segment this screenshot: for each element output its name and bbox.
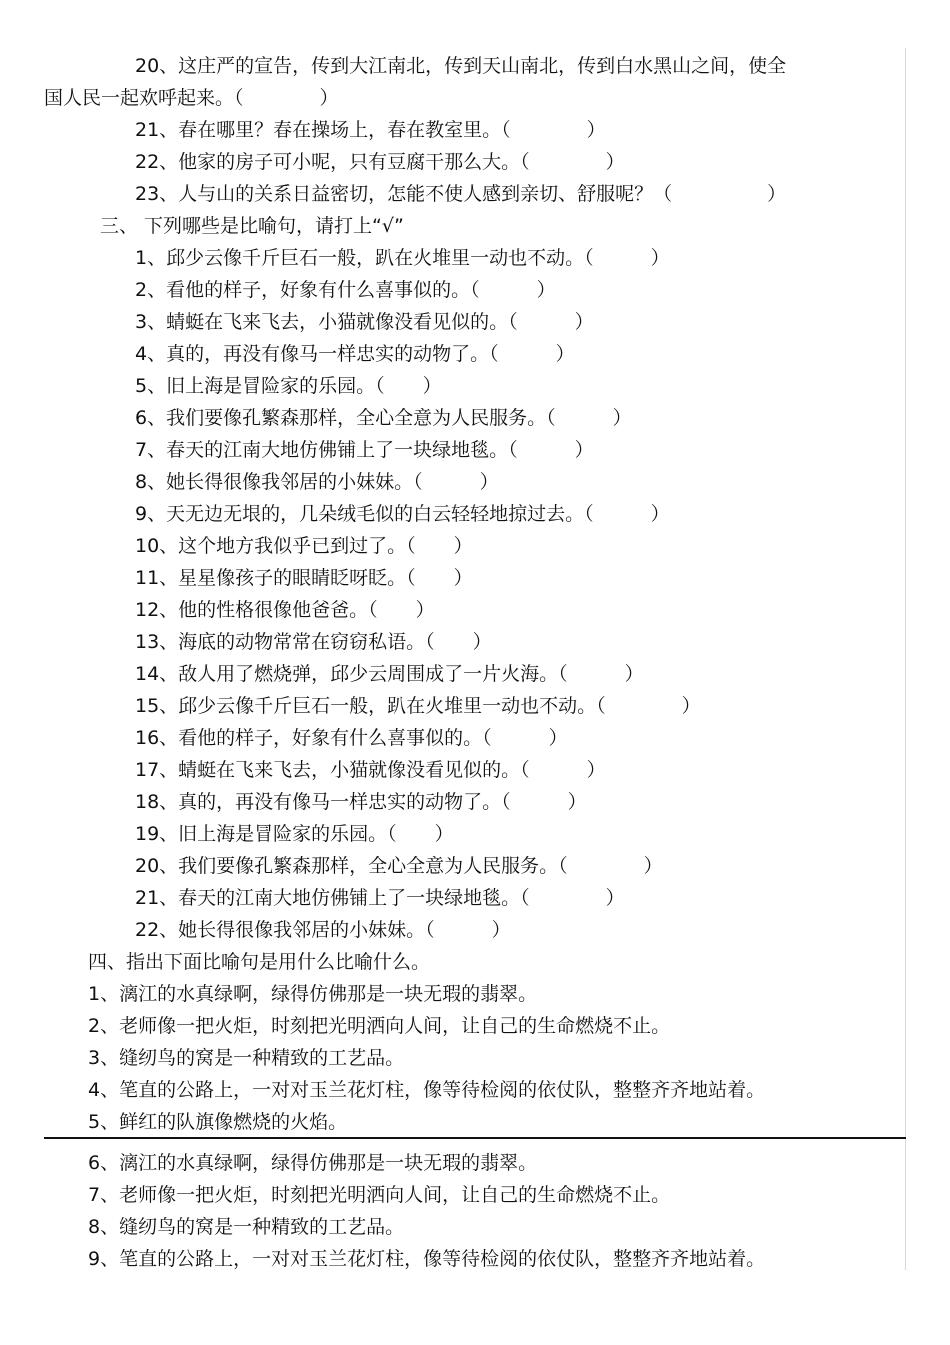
- right-margin-rule: [905, 48, 906, 1270]
- s4-item-3: 3、缝纫鸟的窝是一种精致的工艺品。: [88, 1047, 405, 1069]
- s3-item-4: 4、真的，再没有像马一样忠实的动物了。（ ）: [135, 343, 575, 365]
- section-3-heading: 三、 下列哪些是比喻句，请打上“√”: [100, 215, 404, 237]
- s3-item-10: 10、这个地方我似乎已到过了。（ ）: [135, 535, 473, 557]
- s3-item-20: 20、我们要像孔繁森那样，全心全意为人民服务。（ ）: [135, 855, 663, 877]
- s4-item-5: 5、鲜红的队旗像燃烧的火焰。: [88, 1111, 348, 1133]
- s3-item-21: 21、春天的江南大地仿佛铺上了一块绿地毯。（ ）: [135, 887, 625, 909]
- s3-item-16: 16、看他的样子，好象有什么喜事似的。（ ）: [135, 727, 568, 749]
- question-21: 21、春在哪里？春在操场上，春在教室里。（ ）: [135, 119, 606, 141]
- s3-item-22: 22、她长得很像我邻居的小妹妹。（ ）: [135, 919, 511, 941]
- s4-item-1: 1、漓江的水真绿啊，绿得仿佛那是一块无瑕的翡翠。: [88, 983, 538, 1005]
- question-20-line1: 20、这庄严的宣告，传到大江南北，传到天山南北，传到白水黑山之间，使全: [135, 55, 787, 77]
- s4-item-8: 8、缝纫鸟的窝是一种精致的工艺品。: [88, 1216, 405, 1238]
- section-4-heading: 四、指出下面比喻句是用什么比喻什么。: [88, 951, 431, 973]
- question-23: 23、人与山的关系日益密切，怎能不使人感到亲切、舒服呢？（ ）: [135, 183, 787, 205]
- s3-item-8: 8、她长得很像我邻居的小妹妹。（ ）: [135, 471, 499, 493]
- s3-item-17: 17、蜻蜓在飞来飞去，小猫就像没看见似的。（ ）: [135, 759, 606, 781]
- s4-item-7: 7、老师像一把火炬，时刻把光明洒向人间，让自己的生命燃烧不止。: [88, 1184, 671, 1206]
- question-22: 22、他家的房子可小呢，只有豆腐干那么大。（ ）: [135, 151, 625, 173]
- s3-item-2: 2、看他的样子，好象有什么喜事似的。（ ）: [135, 279, 556, 301]
- s3-item-7: 7、春天的江南大地仿佛铺上了一块绿地毯。（ ）: [135, 439, 594, 461]
- s3-item-6: 6、我们要像孔繁森那样，全心全意为人民服务。（ ）: [135, 407, 632, 429]
- s4-item-2: 2、老师像一把火炬，时刻把光明洒向人间，让自己的生命燃烧不止。: [88, 1015, 671, 1037]
- s3-item-12: 12、他的性格很像他爸爸。（ ）: [135, 599, 435, 621]
- s3-item-1: 1、邱少云像千斤巨石一般，趴在火堆里一动也不动。（ ）: [135, 247, 670, 269]
- s4-item-6: 6、漓江的水真绿啊，绿得仿佛那是一块无瑕的翡翠。: [88, 1152, 538, 1174]
- s3-item-3: 3、蜻蜓在飞来飞去，小猫就像没看见似的。（ ）: [135, 311, 594, 333]
- s3-item-14: 14、敌人用了燃烧弹，邱少云周围成了一片火海。（ ）: [135, 663, 644, 685]
- s4-item-9: 9、笔直的公路上，一对对玉兰花灯柱，像等待检阅的依仗队，整整齐齐地站着。: [88, 1248, 766, 1270]
- s3-item-11: 11、星星像孩子的眼睛眨呀眨。（ ）: [135, 567, 473, 589]
- s3-item-9: 9、天无边无垠的，几朵绒毛似的白云轻轻地掠过去。（ ）: [135, 503, 670, 525]
- s3-item-18: 18、真的，再没有像马一样忠实的动物了。（ ）: [135, 791, 587, 813]
- page-divider: [44, 1137, 906, 1139]
- s3-item-5: 5、旧上海是冒险家的乐园。（ ）: [135, 375, 442, 397]
- s4-item-4: 4、笔直的公路上，一对对玉兰花灯柱，像等待检阅的依仗队，整整齐齐地站着。: [88, 1079, 766, 1101]
- s3-item-15: 15、邱少云像千斤巨石一般，趴在火堆里一动也不动。（ ）: [135, 695, 701, 717]
- question-20-line2: 国人民一起欢呼起来。（ ）: [44, 87, 339, 109]
- s3-item-13: 13、海底的动物常常在窃窃私语。（ ）: [135, 631, 492, 653]
- s3-item-19: 19、旧上海是冒险家的乐园。（ ）: [135, 823, 454, 845]
